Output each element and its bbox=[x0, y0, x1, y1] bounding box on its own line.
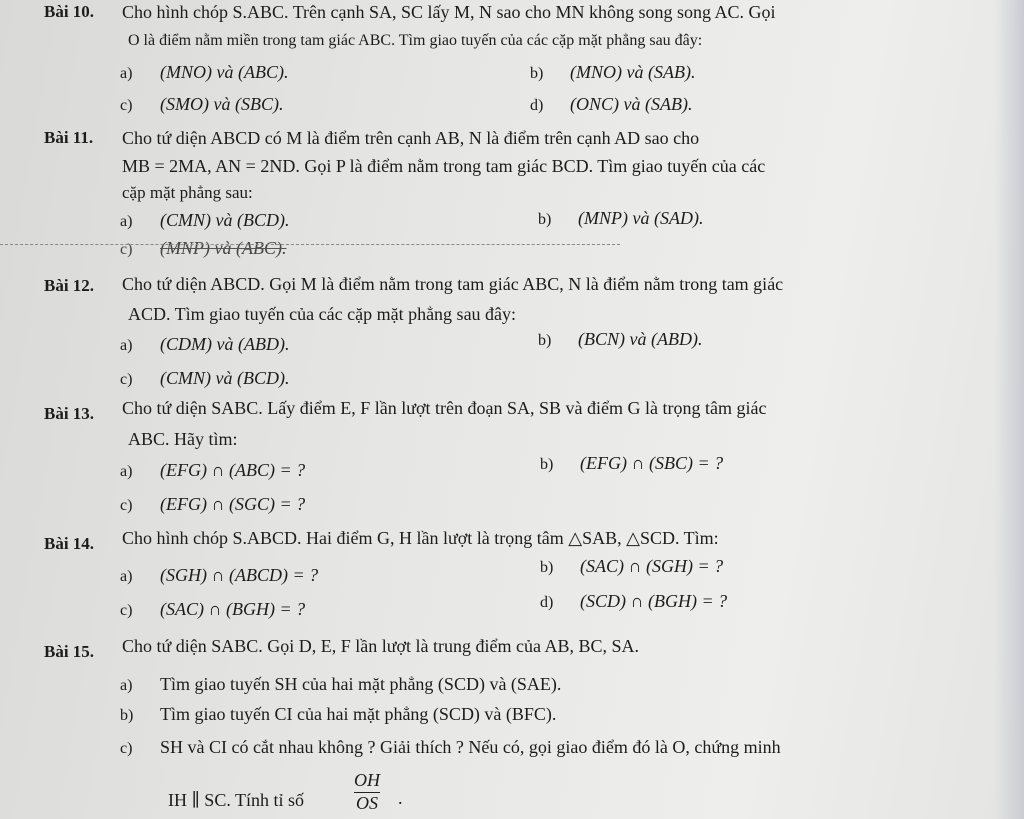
option-d: d) (ONC) và (SAB). bbox=[530, 94, 693, 114]
problem-text-line: cặp mặt phẳng sau: bbox=[122, 183, 253, 202]
option-c: c) (SMO) và (SBC). bbox=[120, 94, 284, 114]
option-a: a) (CMN) và (BCD). bbox=[120, 210, 290, 230]
option-a: a) (CDM) và (ABD). bbox=[120, 334, 290, 354]
tail-period: . bbox=[398, 788, 403, 808]
problem-text-line: ACD. Tìm giao tuyến của các cặp mặt phẳng sau đây: bbox=[128, 304, 517, 324]
problem-text-line: ABC. Hãy tìm: bbox=[128, 429, 238, 449]
option-b: b) (MNP) và (SAD). bbox=[538, 208, 704, 228]
fraction-numerator: OH bbox=[354, 770, 380, 790]
problem-text-line: Cho tứ diện SABC. Lấy điểm E, F lần lượt trên đoạn SA, SB và điểm G là trọng tâm giác bbox=[122, 398, 767, 418]
problem-number: Bài 14. bbox=[44, 534, 95, 553]
cut-line bbox=[0, 244, 620, 245]
problem-text-line: Cho tứ diện ABCD có M là điểm trên cạnh AB, N là điểm trên cạnh AD sao cho bbox=[122, 128, 700, 148]
option-b: b) (BCN) và (ABD). bbox=[538, 329, 703, 349]
ratio-fraction bbox=[354, 770, 380, 814]
option-c: c) (MNP) và (ABC). bbox=[120, 238, 287, 258]
problem-number: Bài 15. bbox=[44, 642, 95, 661]
problem-text-line: Cho tứ diện SABC. Gọi D, E, F lần lượt là trung điểm của AB, BC, SA. bbox=[122, 636, 640, 656]
option-a: a) Tìm giao tuyến SH của hai mặt phẳng (SCD) và (SAE). bbox=[120, 674, 562, 694]
problem-text-line: MB = 2MA, AN = 2ND. Gọi P là điểm nằm trong tam giác BCD. Tìm giao tuyến của các bbox=[122, 156, 766, 176]
option-c: c) (EFG) ∩ (SGC) = ? bbox=[120, 494, 306, 514]
problem-text-line: O là điểm nằm miền trong tam giác ABC. Tìm giao tuyến của các cặp mặt phẳng sau đây: bbox=[128, 32, 703, 49]
problem-text-line: Cho tứ diện ABCD. Gọi M là điểm nằm trong tam giác ABC, N là điểm nằm trong tam giác bbox=[122, 274, 784, 294]
page-edge-shadow bbox=[994, 0, 1024, 819]
problem-number: Bài 11. bbox=[44, 128, 94, 147]
option-b: b) (MNO) và (SAB). bbox=[530, 62, 696, 82]
option-c: c) SH và CI có cắt nhau không ? Giải thích ? Nếu có, gọi giao điểm đó là O, chứng minh bbox=[120, 737, 781, 757]
option-a: a) (MNO) và (ABC). bbox=[120, 62, 289, 82]
problem-text-line: Cho hình chóp S.ABC. Trên cạnh SA, SC lấy M, N sao cho MN không song song AC. Gọi bbox=[122, 2, 776, 22]
fraction-denominator: OS bbox=[356, 793, 378, 813]
problem-tail-text: IH ∥ SC. Tính tỉ số bbox=[168, 790, 305, 810]
option-b: b) (SAC) ∩ (SGH) = ? bbox=[540, 556, 724, 576]
option-a: a) (EFG) ∩ (ABC) = ? bbox=[120, 460, 306, 480]
option-c: c) (SAC) ∩ (BGH) = ? bbox=[120, 599, 306, 619]
option-b: b) (EFG) ∩ (SBC) = ? bbox=[540, 453, 724, 473]
problem-text-line: Cho hình chóp S.ABCD. Hai điểm G, H lần lượt là trọng tâm △SAB, △SCD. Tìm: bbox=[122, 528, 719, 548]
option-a: a) (SGH) ∩ (ABCD) = ? bbox=[120, 565, 319, 585]
problem-number: Bài 13. bbox=[44, 404, 95, 423]
problem-number: Bài 10. bbox=[44, 2, 95, 21]
option-b: b) Tìm giao tuyến CI của hai mặt phẳng (SCD) và (BFC). bbox=[120, 704, 557, 724]
problem-number: Bài 12. bbox=[44, 276, 95, 295]
option-d: d) (SCD) ∩ (BGH) = ? bbox=[540, 591, 728, 611]
option-c: c) (CMN) và (BCD). bbox=[120, 368, 290, 388]
